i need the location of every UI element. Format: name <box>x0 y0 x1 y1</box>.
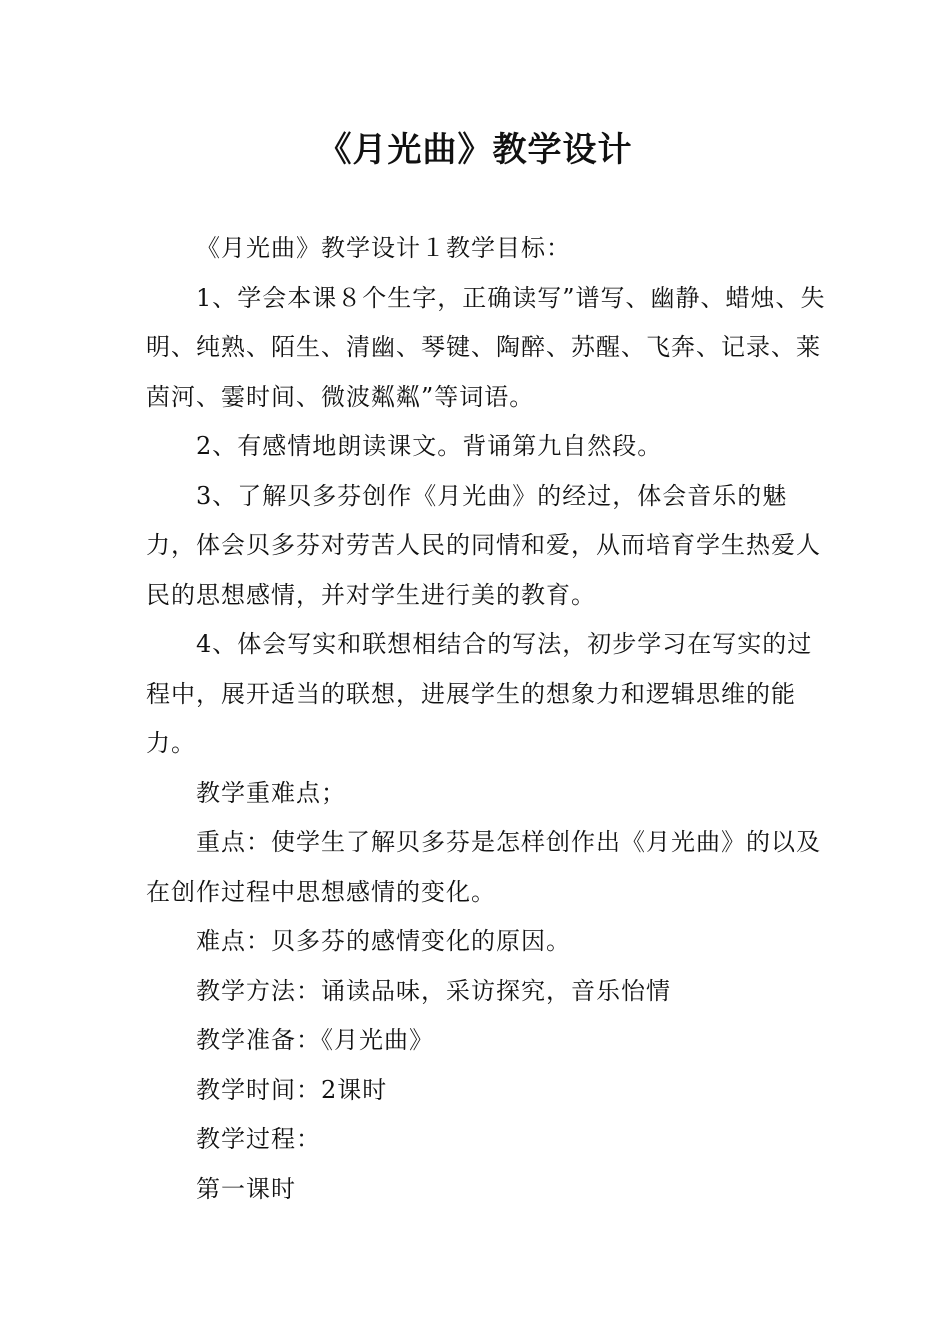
paragraph-difficulty: 难点：贝多芬的感情变化的原因。 <box>196 927 571 955</box>
paragraph-key-points-heading: 教学重难点； <box>196 778 346 807</box>
paragraph-teaching-process: 教学过程： <box>196 1125 321 1153</box>
paragraph-first-lesson: 第一课时 <box>196 1174 296 1203</box>
paragraph-key-point: 重点：使学生了解贝多芬是怎样创作出《月光曲》的以及在创作过程中思想感情的变化。 <box>146 828 821 906</box>
document-title: 《月光曲》教学设计 <box>317 130 633 170</box>
document-body <box>146 224 832 1214</box>
paragraph-objective-1: 1、学会本课８个生字，正确读写”谱写、幽静、蜡烛、失明、纯熟、陌生、清幽、琴键、陶醉、苏醒、飞奔、记录、莱茵河、霎时间、微波粼粼”等词语。 <box>146 283 826 411</box>
paragraph-teaching-preparation: 教学准备：《月光曲》 <box>196 1026 434 1054</box>
paragraph-objective-3: 3、了解贝多芬创作《月光曲》的经过，体会音乐的魅力，体会贝多芬对劳苦人民的同情和爱，从而培育学生热爱人民的思想感情，并对学生进行美的教育。 <box>146 481 821 609</box>
paragraph-objectives-heading: 《月光曲》教学设计１教学目标： <box>196 234 571 262</box>
paragraph-teaching-method: 教学方法：诵读品味，采访探究，音乐怡情 <box>196 976 671 1005</box>
paragraph-objective-2: 2、有感情地朗读课文。背诵第九自然段。 <box>196 432 663 460</box>
paragraph-teaching-time: 教学时间：2课时 <box>196 1075 388 1104</box>
paragraph-objective-4: 4、体会写实和联想相结合的写法，初步学习在写实的过程中，展开适当的联想，进展学生的想象力和逻辑思维的能力。 <box>146 630 813 757</box>
